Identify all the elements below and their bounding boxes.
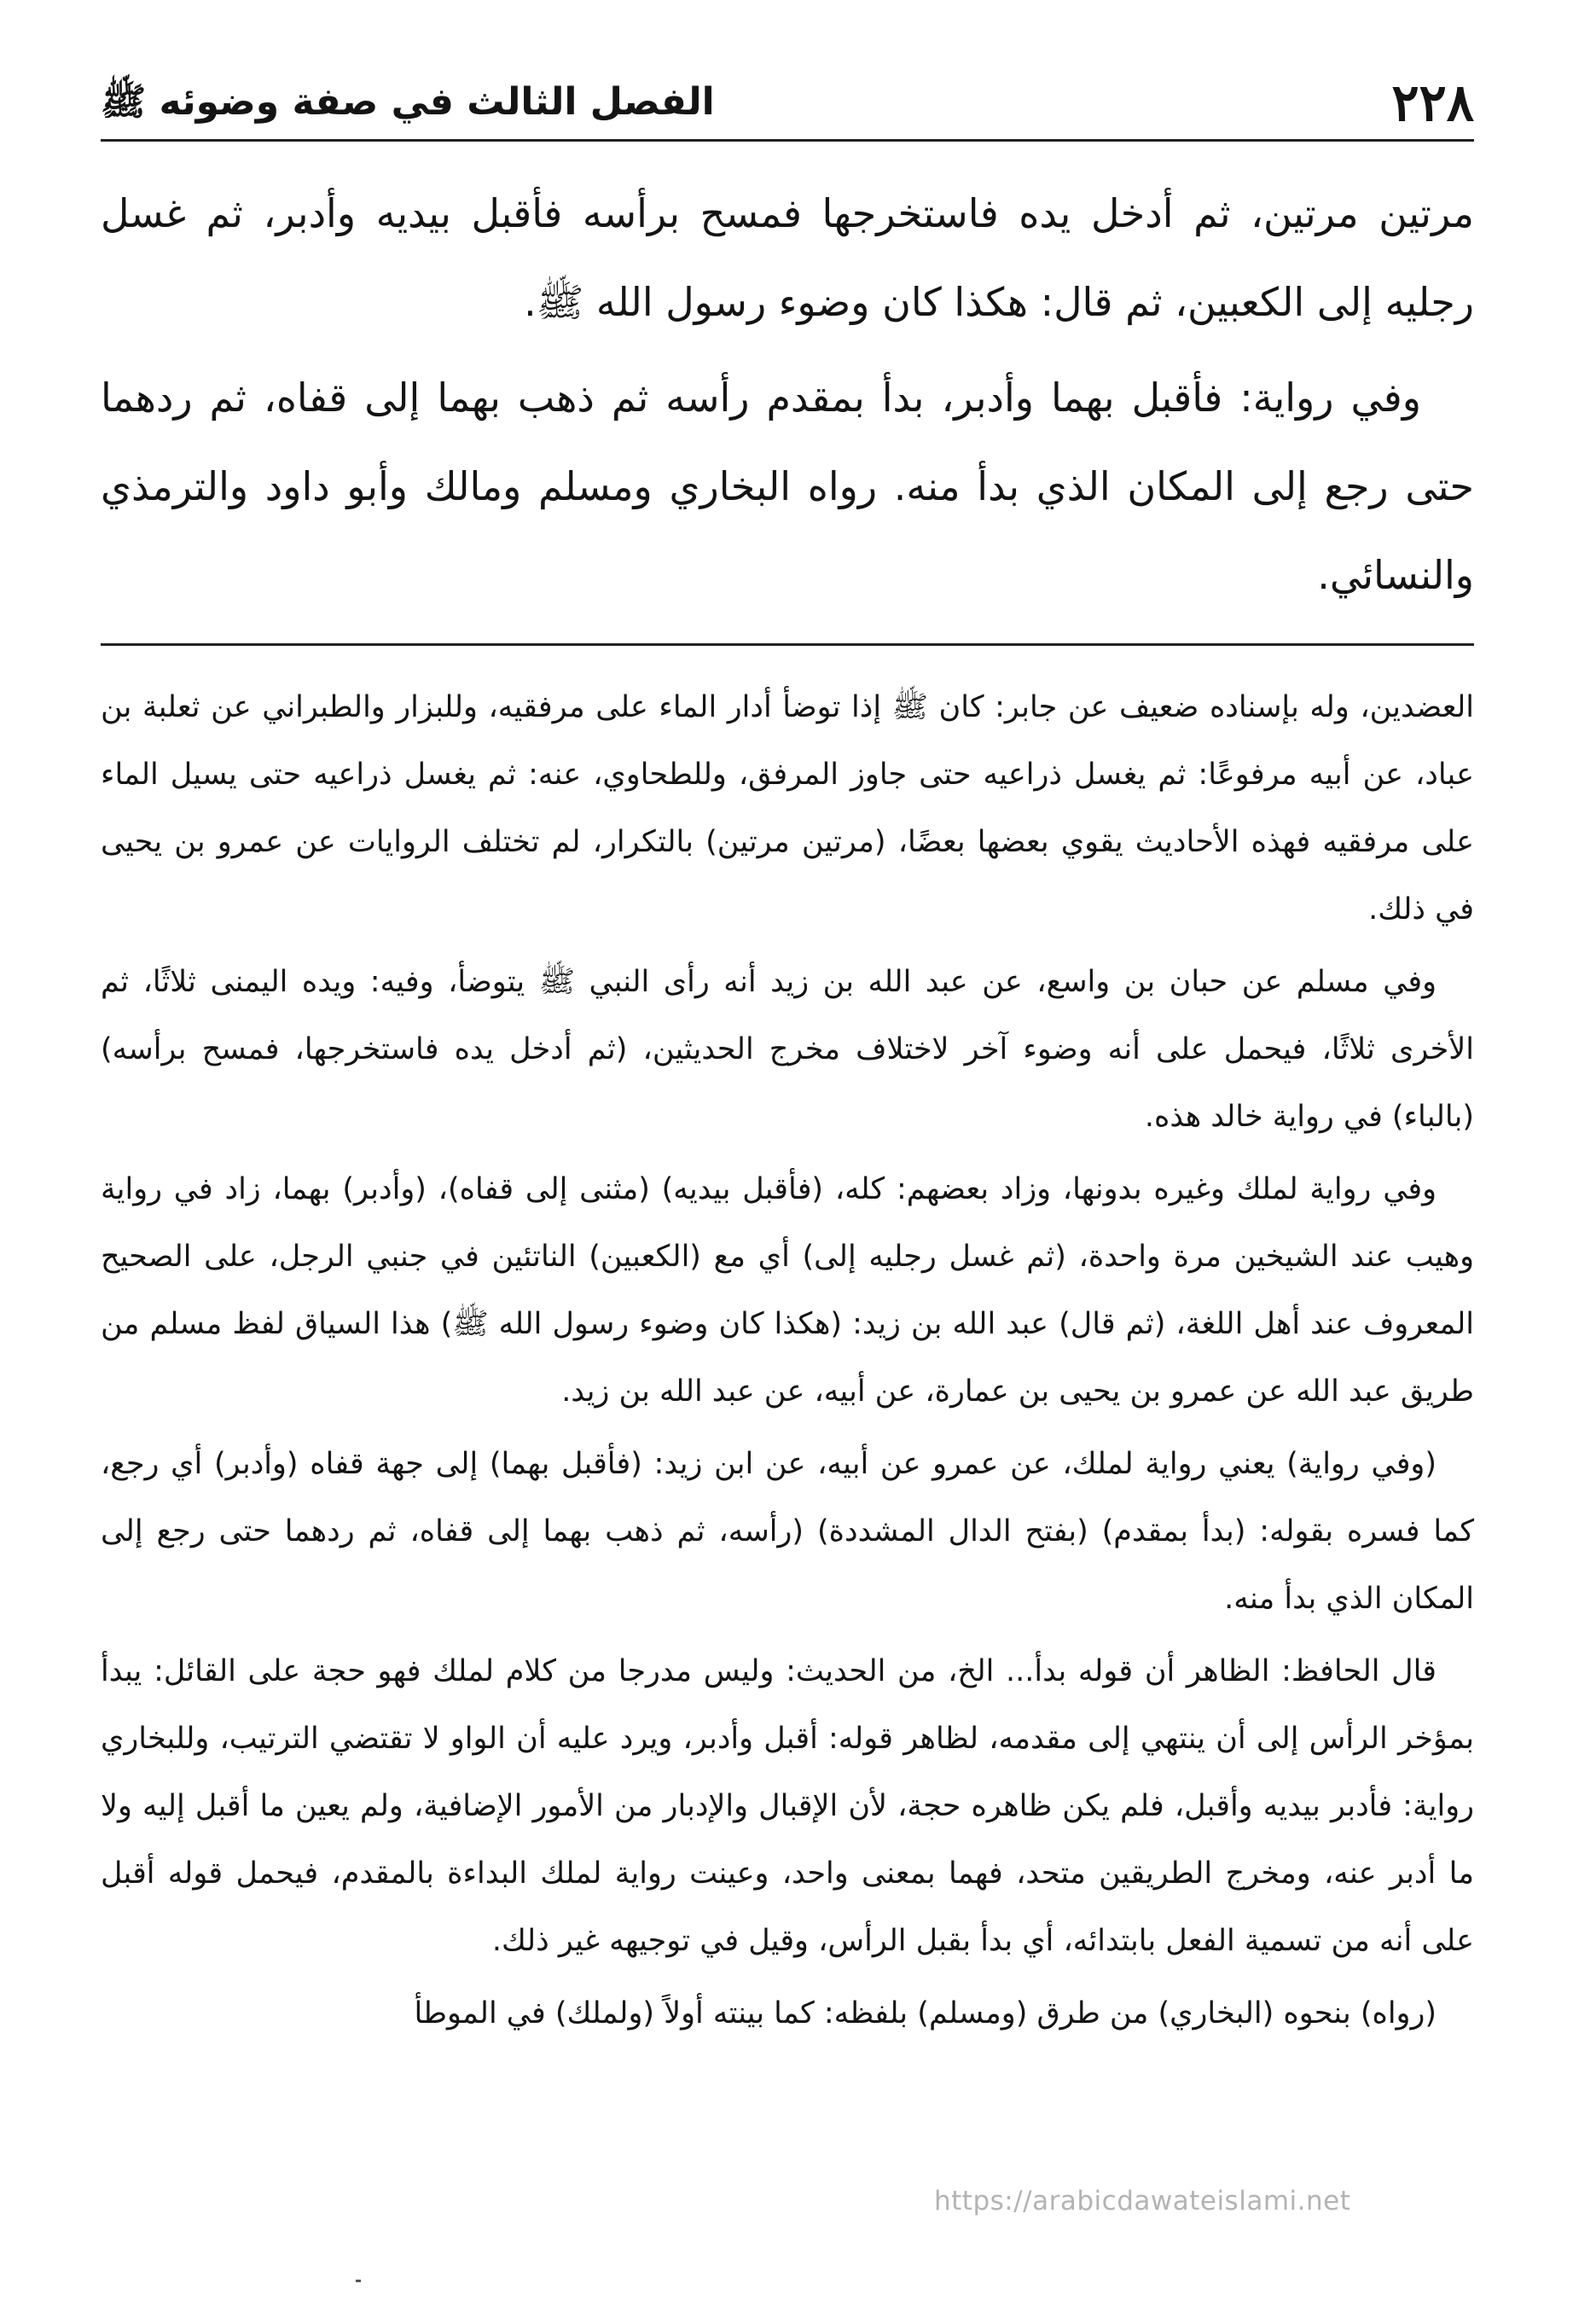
hadith-paragraph: وفي رواية: فأقبل بهما وأدبر، بدأ بمقدم رأسه ثم ذهب بهما إلى قفاه، ثم ردهما حتى رجع إلى المكان الذي بدأ منه. رواه البخاري ومسلم ومالك وأبو داود والترمذي والنسائي. bbox=[101, 375, 1474, 598]
commentary-paragraph: (رواه) بنحوه (البخاري) من طرق (ومسلم) بلفظه: كما بينته أولاً (ولملك) في الموطأ bbox=[414, 1996, 1437, 2031]
scan-speck bbox=[356, 2280, 361, 2282]
hadith-text bbox=[101, 169, 1474, 626]
header-rule bbox=[101, 139, 1474, 142]
section-divider bbox=[101, 643, 1474, 646]
page-number: ٢٢٨ bbox=[1391, 73, 1474, 133]
watermark-url: https://arabicdawateislami.net bbox=[934, 2186, 1351, 2217]
commentary-paragraph: وفي رواية لملك وغيره بدونها، وزاد بعضهم: كله، (فأقبل بيديه) (مثنى إلى قفاه)، (وأدبر) بهما، زاد في رواية وهيب عند الشيخين مرة واحدة، (ثم غسل رجليه إلى) أي مع (الكعبين) الناتئين في جنبي الرجل، على الصحيح المعروف عند أهل اللغة، (ثم قال) عبد الله بن زيد: (هكذا كان وضوء رسول الله ﷺ) هذا السياق لفظ مسلم من طريق عبد الله عن عمرو بن يحيى بن عمارة، عن أبيه، عن عبد الله بن زيد. bbox=[101, 1172, 1474, 1409]
page-header bbox=[101, 67, 1474, 143]
commentary-paragraph: قال الحافظ: الظاهر أن قوله بدأ... الخ، من الحديث: وليس مدرجا من كلام لملك فهو حجة على القائل: يبدأ بمؤخر الرأس إلى أن ينتهي إلى مقدمه، لظاهر قوله: أقبل وأدبر، ويرد عليه أن الواو لا تقتضي الترتيب، وللبخاري رواية: فأدبر بيديه وأقبل، فلم يكن ظاهره حجة، لأن الإقبال والإدبار من الأمور الإضافية، ولم يعين ما أقبل إليه ولا ما أدبر عنه، ومخرج الطريقين متحد، فهما بمعنى واحد، وعينت رواية لملك البداءة بالمقدم، فيحمل قوله أقبل على أنه من تسمية الفعل بابتدائه، أي بدأ بقبل الرأس، وقيل في توجيهه غير ذلك. bbox=[101, 1654, 1474, 1958]
commentary-paragraph: العضدين، وله بإسناده ضعيف عن جابر: كان ﷺ إذا توضأ أدار الماء على مرفقيه، وللبزار والطبراني عن ثعلبة بن عباد، عن أبيه مرفوعًا: ثم يغسل ذراعيه حتى جاوز المرفق، وللطحاوي، عنه: ثم يغسل ذراعيه حتى يسيل الماء على مرفقيه فهذه الأحاديث يقوي بعضها بعضًا، (مرتين مرتين) بالتكرار، لم تختلف الروايات عن عمرو بن يحيى في ذلك. bbox=[101, 690, 1474, 927]
hadith-paragraph: مرتين مرتين، ثم أدخل يده فاستخرجها فمسح برأسه فأقبل بيديه وأدبر، ثم غسل رجليه إلى الكعبين، ثم قال: هكذا كان وضوء رسول الله ﷺ. bbox=[101, 190, 1474, 325]
commentary-paragraph: وفي مسلم عن حبان بن واسع، عن عبد الله بن زيد أنه رأى النبي ﷺ يتوضأ، وفيه: ويده اليمنى ثلاثًا، ثم الأخرى ثلاثًا، فيحمل على أنه وضوء آخر لاختلاف مخرج الحديثين، (ثم أدخل يده فاستخرجها، فمسح برأسه) (بالباء) في رواية خالد هذه. bbox=[101, 965, 1474, 1134]
running-title: الفصل الثالث في صفة وضوئه ﷺ bbox=[101, 80, 715, 124]
commentary-paragraph: (وفي رواية) يعني رواية لملك، عن عمرو عن أبيه، عن ابن زيد: (فأقبل بهما) إلى جهة قفاه (وأدبر) أي رجع، كما فسره بقوله: (بدأ بمقدم) (بفتح الدال المشددة) (رأسه، ثم ذهب بهما إلى قفاه، ثم ردهما حتى رجع إلى المكان الذي بدأ منه. bbox=[101, 1447, 1474, 1616]
commentary-text bbox=[101, 674, 1474, 2053]
